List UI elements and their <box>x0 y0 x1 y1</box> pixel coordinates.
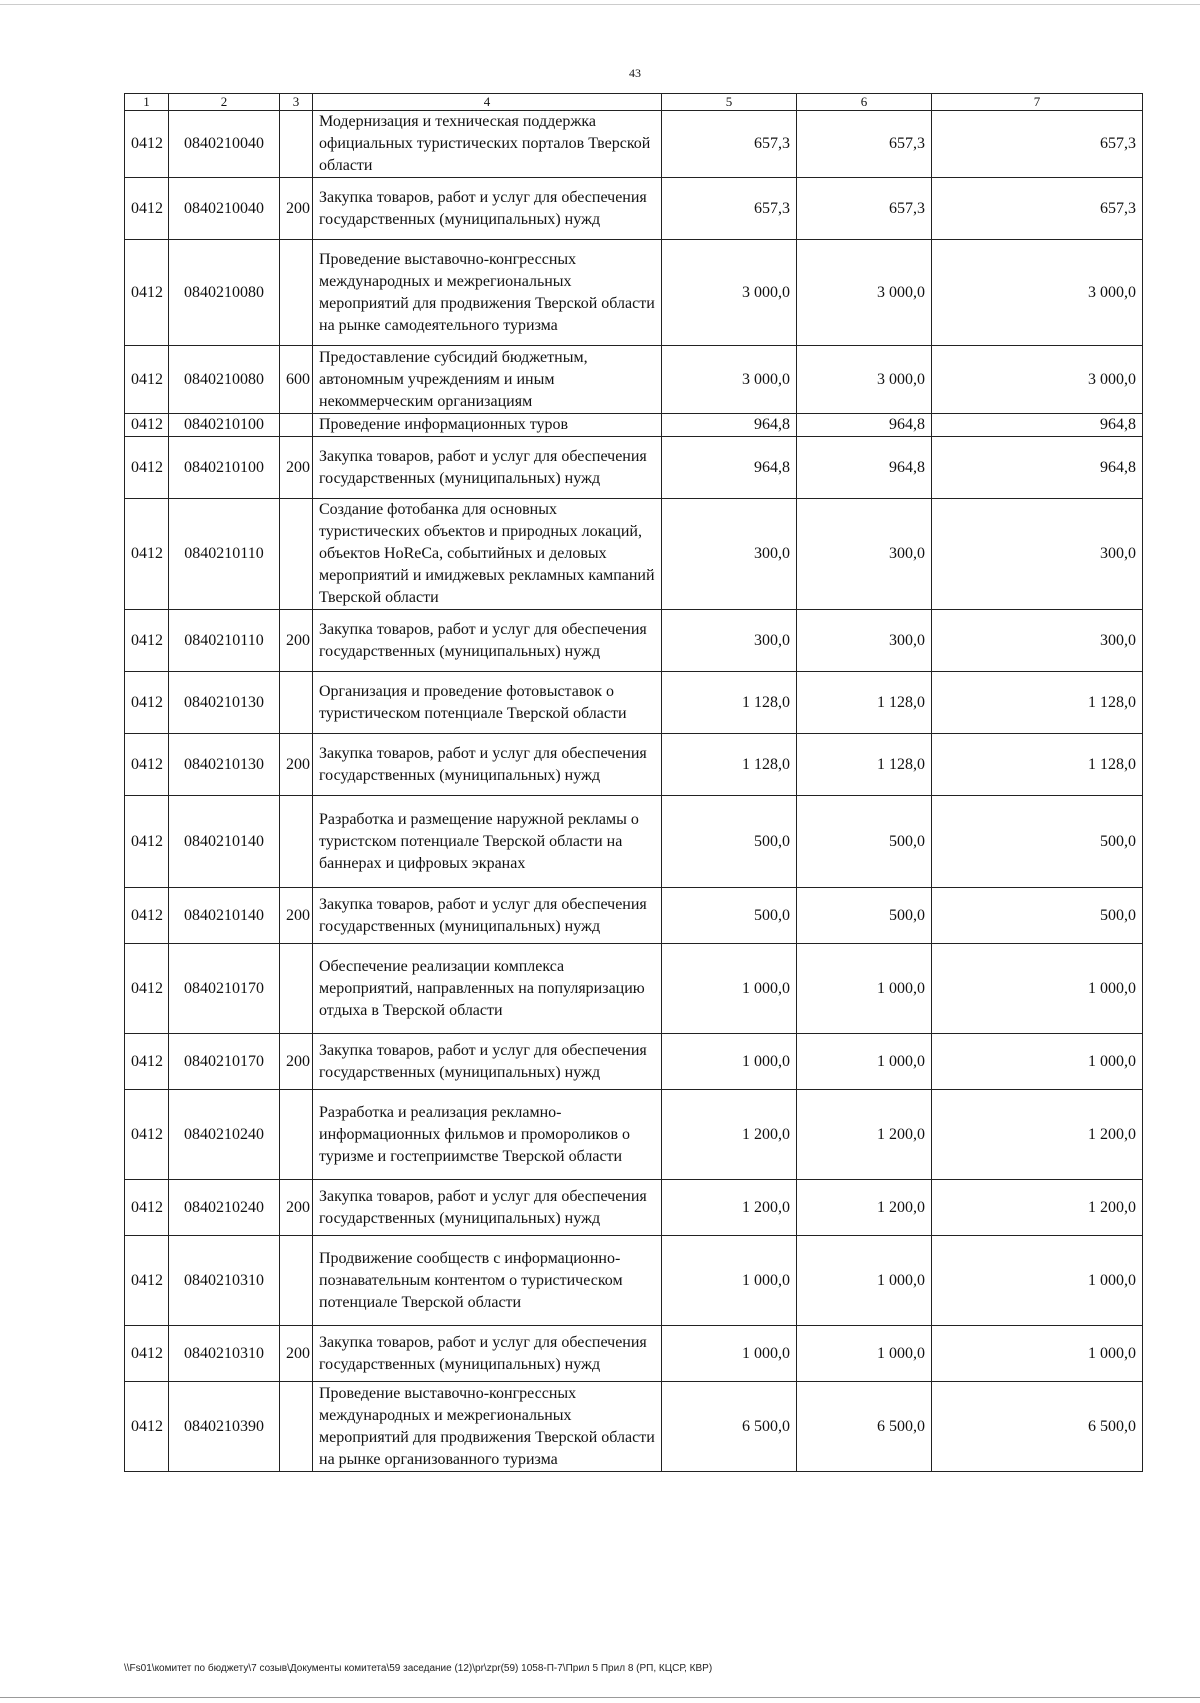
target-article-cell: 0840210140 <box>169 796 280 888</box>
amount-col5-cell: 6 500,0 <box>662 1382 797 1472</box>
table-row <box>125 610 1143 672</box>
amount-col6-cell: 500,0 <box>797 796 932 888</box>
amount-col6-cell: 1 000,0 <box>797 944 932 1034</box>
table-row <box>125 1236 1143 1326</box>
target-article-cell: 0840210310 <box>169 1326 280 1382</box>
table-row <box>125 672 1143 734</box>
amount-col5-cell: 500,0 <box>662 796 797 888</box>
item-name-cell: Закупка товаров, работ и услуг для обеспечения государственных (муниципальных) нужд <box>313 1326 662 1382</box>
target-article-cell: 0840210040 <box>169 111 280 178</box>
table-row <box>125 414 1143 437</box>
section-code-cell: 0412 <box>125 1382 169 1472</box>
amount-col5-cell: 1 000,0 <box>662 1236 797 1326</box>
amount-col7-cell: 1 128,0 <box>932 672 1143 734</box>
amount-col6-cell: 1 128,0 <box>797 672 932 734</box>
expense-kind-cell: 200 <box>280 734 313 796</box>
amount-col5-cell: 1 200,0 <box>662 1090 797 1180</box>
col-header-1: 1 <box>125 94 169 111</box>
section-code-cell: 0412 <box>125 1326 169 1382</box>
amount-col5-cell: 1 000,0 <box>662 1326 797 1382</box>
item-name-cell: Закупка товаров, работ и услуг для обеспечения государственных (муниципальных) нужд <box>313 178 662 240</box>
footer-file-path: \\Fs01\комитет по бюджету\7 созыв\Документы комитета\59 заседание (12)\pr\zpr(59) 1058-П-7\Прил 5 Прил 8 (РП, КЦСР, КВР) <box>124 1663 713 1674</box>
amount-col5-cell: 1 128,0 <box>662 734 797 796</box>
expense-kind-cell <box>280 1236 313 1326</box>
amount-col5-cell: 500,0 <box>662 888 797 944</box>
section-code-cell: 0412 <box>125 346 169 414</box>
amount-col5-cell: 300,0 <box>662 499 797 610</box>
table-row <box>125 888 1143 944</box>
bottom-scan-edge <box>0 1697 1200 1698</box>
section-code-cell: 0412 <box>125 1236 169 1326</box>
expense-kind-cell: 600 <box>280 346 313 414</box>
amount-col6-cell: 3 000,0 <box>797 346 932 414</box>
expense-kind-cell: 200 <box>280 610 313 672</box>
table-row <box>125 796 1143 888</box>
col-header-6: 6 <box>797 94 932 111</box>
section-code-cell: 0412 <box>125 499 169 610</box>
section-code-cell: 0412 <box>125 240 169 346</box>
table-row <box>125 499 1143 610</box>
amount-col6-cell: 657,3 <box>797 111 932 178</box>
amount-col7-cell: 657,3 <box>932 111 1143 178</box>
amount-col5-cell: 1 128,0 <box>662 672 797 734</box>
table-row <box>125 346 1143 414</box>
table-row <box>125 437 1143 499</box>
expense-kind-cell: 200 <box>280 888 313 944</box>
expense-kind-cell <box>280 499 313 610</box>
amount-col7-cell: 1 128,0 <box>932 734 1143 796</box>
amount-col5-cell: 1 000,0 <box>662 1034 797 1090</box>
target-article-cell: 0840210390 <box>169 1382 280 1472</box>
budget-table <box>124 93 1143 1472</box>
target-article-cell: 0840210170 <box>169 1034 280 1090</box>
amount-col6-cell: 6 500,0 <box>797 1382 932 1472</box>
amount-col7-cell: 3 000,0 <box>932 346 1143 414</box>
amount-col7-cell: 500,0 <box>932 796 1143 888</box>
amount-col5-cell: 3 000,0 <box>662 346 797 414</box>
col-header-7: 7 <box>932 94 1143 111</box>
section-code-cell: 0412 <box>125 1034 169 1090</box>
expense-kind-cell: 200 <box>280 178 313 240</box>
target-article-cell: 0840210130 <box>169 734 280 796</box>
expense-kind-cell <box>280 796 313 888</box>
item-name-cell: Разработка и реализация рекламно-информационных фильмов и промороликов о туризме и гостеприимстве Тверской области <box>313 1090 662 1180</box>
section-code-cell: 0412 <box>125 796 169 888</box>
item-name-cell: Закупка товаров, работ и услуг для обеспечения государственных (муниципальных) нужд <box>313 437 662 499</box>
expense-kind-cell <box>280 1090 313 1180</box>
target-article-cell: 0840210240 <box>169 1180 280 1236</box>
amount-col7-cell: 1 200,0 <box>932 1180 1143 1236</box>
expense-kind-cell <box>280 414 313 437</box>
expense-kind-cell: 200 <box>280 1326 313 1382</box>
expense-kind-cell: 200 <box>280 1180 313 1236</box>
expense-kind-cell <box>280 672 313 734</box>
amount-col7-cell: 657,3 <box>932 178 1143 240</box>
col-header-3: 3 <box>280 94 313 111</box>
item-name-cell: Проведение выставочно-конгрессных международных и межрегиональных мероприятий для продвижения Тверской области на рынке организованного туризма <box>313 1382 662 1472</box>
target-article-cell: 0840210080 <box>169 240 280 346</box>
amount-col5-cell: 300,0 <box>662 610 797 672</box>
item-name-cell: Модернизация и техническая поддержка официальных туристических порталов Тверской области <box>313 111 662 178</box>
section-code-cell: 0412 <box>125 944 169 1034</box>
expense-kind-cell: 200 <box>280 437 313 499</box>
amount-col7-cell: 964,8 <box>932 437 1143 499</box>
amount-col7-cell: 3 000,0 <box>932 240 1143 346</box>
item-name-cell: Закупка товаров, работ и услуг для обеспечения государственных (муниципальных) нужд <box>313 1034 662 1090</box>
section-code-cell: 0412 <box>125 888 169 944</box>
expense-kind-cell <box>280 111 313 178</box>
section-code-cell: 0412 <box>125 111 169 178</box>
amount-col7-cell: 300,0 <box>932 499 1143 610</box>
item-name-cell: Создание фотобанка для основных туристических объектов и природных локаций, объектов HoReCa, событийных и деловых мероприятий и имиджевых рекламных кампаний Тверской области <box>313 499 662 610</box>
expense-kind-cell <box>280 240 313 346</box>
item-name-cell: Продвижение сообществ с информационно-познавательным контентом о туристическом потенциале Тверской области <box>313 1236 662 1326</box>
section-code-cell: 0412 <box>125 178 169 240</box>
item-name-cell: Проведение информационных туров <box>313 414 662 437</box>
amount-col5-cell: 657,3 <box>662 111 797 178</box>
target-article-cell: 0840210100 <box>169 414 280 437</box>
table-row <box>125 1326 1143 1382</box>
header-row <box>125 94 1143 111</box>
amount-col5-cell: 964,8 <box>662 414 797 437</box>
item-name-cell: Закупка товаров, работ и услуг для обеспечения государственных (муниципальных) нужд <box>313 610 662 672</box>
amount-col6-cell: 500,0 <box>797 888 932 944</box>
amount-col7-cell: 1 000,0 <box>932 1326 1143 1382</box>
target-article-cell: 0840210170 <box>169 944 280 1034</box>
amount-col7-cell: 1 000,0 <box>932 944 1143 1034</box>
table-row <box>125 240 1143 346</box>
amount-col5-cell: 964,8 <box>662 437 797 499</box>
section-code-cell: 0412 <box>125 1180 169 1236</box>
section-code-cell: 0412 <box>125 437 169 499</box>
target-article-cell: 0840210080 <box>169 346 280 414</box>
item-name-cell: Проведение выставочно-конгрессных международных и межрегиональных мероприятий для продвижения Тверской области на рынке самодеятельного туризма <box>313 240 662 346</box>
amount-col5-cell: 1 200,0 <box>662 1180 797 1236</box>
expense-kind-cell: 200 <box>280 1034 313 1090</box>
expense-kind-cell <box>280 944 313 1034</box>
page-number: 43 <box>629 66 641 80</box>
amount-col7-cell: 500,0 <box>932 888 1143 944</box>
item-name-cell: Предоставление субсидий бюджетным, автономным учреждениям и иным некоммерческим организациям <box>313 346 662 414</box>
section-code-cell: 0412 <box>125 734 169 796</box>
amount-col6-cell: 964,8 <box>797 437 932 499</box>
amount-col6-cell: 1 000,0 <box>797 1236 932 1326</box>
target-article-cell: 0840210140 <box>169 888 280 944</box>
col-header-2: 2 <box>169 94 280 111</box>
amount-col6-cell: 1 000,0 <box>797 1034 932 1090</box>
section-code-cell: 0412 <box>125 610 169 672</box>
amount-col6-cell: 300,0 <box>797 610 932 672</box>
table-row <box>125 178 1143 240</box>
section-code-cell: 0412 <box>125 672 169 734</box>
table-row <box>125 111 1143 178</box>
amount-col6-cell: 300,0 <box>797 499 932 610</box>
section-code-cell: 0412 <box>125 1090 169 1180</box>
amount-col5-cell: 1 000,0 <box>662 944 797 1034</box>
table-row <box>125 1090 1143 1180</box>
item-name-cell: Закупка товаров, работ и услуг для обеспечения государственных (муниципальных) нужд <box>313 888 662 944</box>
section-code-cell: 0412 <box>125 414 169 437</box>
item-name-cell: Разработка и размещение наружной рекламы о туристском потенциале Тверской области на баннерах и цифровых экранах <box>313 796 662 888</box>
expense-kind-cell <box>280 1382 313 1472</box>
amount-col7-cell: 6 500,0 <box>932 1382 1143 1472</box>
top-scan-edge <box>0 4 1200 5</box>
amount-col5-cell: 3 000,0 <box>662 240 797 346</box>
amount-col6-cell: 964,8 <box>797 414 932 437</box>
amount-col5-cell: 657,3 <box>662 178 797 240</box>
amount-col7-cell: 1 000,0 <box>932 1236 1143 1326</box>
table-row <box>125 1382 1143 1472</box>
target-article-cell: 0840210310 <box>169 1236 280 1326</box>
amount-col7-cell: 1 000,0 <box>932 1034 1143 1090</box>
amount-col6-cell: 1 200,0 <box>797 1180 932 1236</box>
amount-col6-cell: 1 128,0 <box>797 734 932 796</box>
amount-col6-cell: 1 000,0 <box>797 1326 932 1382</box>
col-header-5: 5 <box>662 94 797 111</box>
amount-col6-cell: 657,3 <box>797 178 932 240</box>
amount-col7-cell: 964,8 <box>932 414 1143 437</box>
item-name-cell: Закупка товаров, работ и услуг для обеспечения государственных (муниципальных) нужд <box>313 734 662 796</box>
table-row <box>125 734 1143 796</box>
target-article-cell: 0840210040 <box>169 178 280 240</box>
target-article-cell: 0840210110 <box>169 499 280 610</box>
amount-col6-cell: 3 000,0 <box>797 240 932 346</box>
amount-col7-cell: 1 200,0 <box>932 1090 1143 1180</box>
target-article-cell: 0840210110 <box>169 610 280 672</box>
target-article-cell: 0840210100 <box>169 437 280 499</box>
item-name-cell: Организация и проведение фотовыставок о туристическом потенциале Тверской области <box>313 672 662 734</box>
table-row <box>125 944 1143 1034</box>
item-name-cell: Обеспечение реализации комплекса мероприятий, направленных на популяризацию отдыха в Тверской области <box>313 944 662 1034</box>
target-article-cell: 0840210130 <box>169 672 280 734</box>
item-name-cell: Закупка товаров, работ и услуг для обеспечения государственных (муниципальных) нужд <box>313 1180 662 1236</box>
amount-col6-cell: 1 200,0 <box>797 1090 932 1180</box>
amount-col7-cell: 300,0 <box>932 610 1143 672</box>
target-article-cell: 0840210240 <box>169 1090 280 1180</box>
table-row <box>125 1180 1143 1236</box>
table-row <box>125 1034 1143 1090</box>
col-header-4: 4 <box>313 94 662 111</box>
